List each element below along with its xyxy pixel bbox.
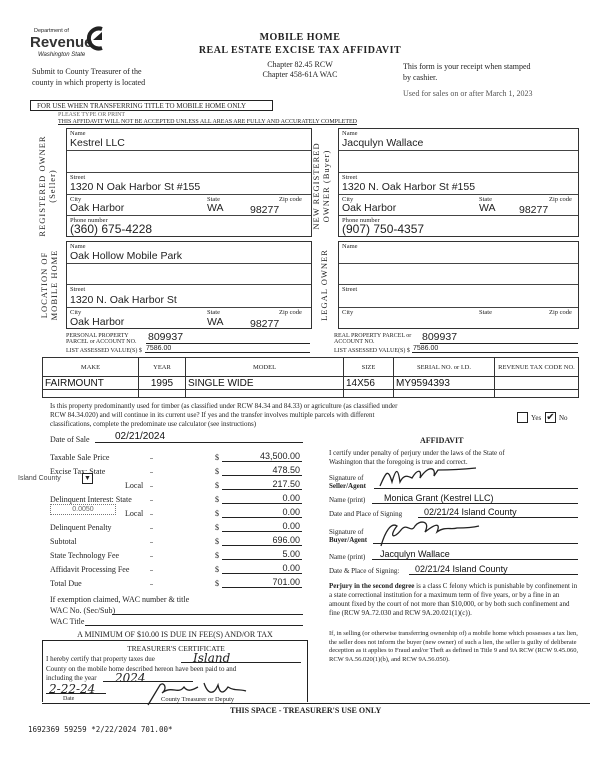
fee-row: State Technology Fee $ 5.00 bbox=[50, 549, 300, 560]
dor-logo: Department of Revenue Washington State bbox=[30, 26, 110, 62]
location-name-line2[interactable] bbox=[67, 264, 311, 285]
seller-section-label: REGISTERED OWNER (Seller) bbox=[37, 135, 57, 237]
fee-row: Local $ 0.00 bbox=[125, 507, 300, 518]
legal-owner-name[interactable]: Name bbox=[339, 242, 578, 264]
fee-amount[interactable]: 696.00 bbox=[222, 535, 302, 546]
fee-label: Delinquent Interest: State bbox=[50, 495, 132, 504]
seller-signature bbox=[376, 464, 486, 490]
fee-row: Delinquent Interest: State $ 0.00 bbox=[50, 493, 300, 504]
seller-name-line2[interactable] bbox=[67, 151, 311, 173]
date-of-sale-field[interactable]: 02/21/2024 bbox=[95, 432, 303, 443]
legal-owner-box bbox=[338, 241, 579, 329]
seller-city[interactable]: Oak Harbor bbox=[70, 202, 125, 214]
transfer-notice-box: FOR USE WHEN TRANSFERRING TITLE TO MOBILE HOME ONLY bbox=[30, 100, 273, 111]
buyer-name-line2[interactable] bbox=[339, 151, 578, 173]
buyer-city[interactable]: Oak Harbor bbox=[342, 202, 397, 214]
fee-label: Subtotal bbox=[50, 537, 77, 546]
fee-amount[interactable]: 478.50 bbox=[222, 465, 302, 476]
fee-amount[interactable]: 0.00 bbox=[222, 507, 302, 518]
personal-assessed-field[interactable]: 7586.00 bbox=[145, 343, 310, 353]
fee-row: Subtotal $ 696.00 bbox=[50, 535, 300, 546]
seller-name[interactable]: Kestrel LLC bbox=[70, 137, 125, 149]
seller-phone[interactable]: (360) 675-4228 bbox=[70, 222, 153, 236]
fee-label: State Technology Fee bbox=[50, 551, 120, 560]
county-dropdown[interactable]: ▼ bbox=[82, 473, 93, 484]
mobile-home-table: MAKE YEAR MODEL SIZE SERIAL NO. or I.D. REVENUE TAX CODE NO. FAIRMOUNT 1995 SINGLE WIDE 14X56 MY9594393 bbox=[42, 357, 579, 398]
fee-label: Total Due bbox=[50, 579, 82, 588]
legal-owner-street[interactable]: Street bbox=[339, 285, 578, 308]
fee-amount[interactable]: 5.00 bbox=[222, 549, 302, 560]
buyer-state[interactable]: WA bbox=[479, 202, 496, 214]
real-parcel-field[interactable]: 809937 bbox=[420, 333, 578, 344]
fee-amount[interactable]: 43,500.00 bbox=[222, 451, 302, 462]
fee-row: Local $ 217.50 bbox=[125, 479, 300, 490]
fee-label: Local bbox=[125, 509, 144, 518]
fee-amount[interactable]: 0.00 bbox=[222, 521, 302, 532]
buyer-box: Name Jacqulyn Wallace Street 1320 N. Oak Harbor St #155 City Oak Harbor State WA 98277 Zip code Phone number (907) 750-4357 bbox=[338, 128, 579, 237]
fee-amount[interactable]: 217.50 bbox=[222, 479, 302, 490]
fee-amount[interactable]: 0.00 bbox=[222, 493, 302, 504]
fee-label: Taxable Sale Price bbox=[50, 453, 110, 462]
timber-no-checkbox[interactable]: ✔ bbox=[546, 412, 555, 423]
legal-owner-name-line2[interactable] bbox=[339, 264, 578, 285]
location-name[interactable]: Oak Hollow Mobile Park bbox=[70, 250, 183, 262]
table-row bbox=[43, 390, 579, 398]
location-section-label: LOCATION OF MOBILE HOME bbox=[39, 249, 59, 321]
fee-amount[interactable]: 0.00 bbox=[222, 563, 302, 574]
fee-row: Excise Tax: State $ 478.50 bbox=[50, 465, 300, 476]
buyer-zip[interactable]: 98277 bbox=[519, 204, 549, 216]
fee-label: Excise Tax: State bbox=[50, 467, 106, 476]
timber-yes-checkbox[interactable] bbox=[517, 412, 528, 423]
location-zip[interactable]: 98277 bbox=[250, 318, 280, 330]
personal-parcel-field[interactable]: 809937 bbox=[146, 333, 310, 344]
fee-row: Total Due $ 701.00 bbox=[50, 577, 300, 588]
fee-amount[interactable]: 701.00 bbox=[222, 577, 302, 588]
buyer-section-label: NEW REGISTERED OWNER (Buyer) bbox=[311, 142, 331, 230]
wac-number-field[interactable] bbox=[112, 606, 303, 615]
treasurer-use-divider bbox=[42, 703, 590, 704]
treasurer-certificate: TREASURER'S CERTIFICATE I hereby certify that property taxes due Island County on the mobile home described hereon have been paid to and including the year 2024 2-22-24 Date County Treasurer or Deputy bbox=[42, 640, 308, 702]
table-row: FAIRMOUNT 1995 SINGLE WIDE 14X56 MY9594393 bbox=[43, 377, 579, 390]
fee-row: Taxable Sale Price $ 43,500.00 bbox=[50, 451, 300, 462]
seller-signature-field[interactable] bbox=[374, 474, 578, 489]
location-city[interactable]: Oak Harbor bbox=[70, 316, 125, 328]
buyer-phone[interactable]: (907) 750-4357 bbox=[342, 222, 425, 236]
seller-name-print-field[interactable]: Monica Grant (Kestrel LLC) bbox=[372, 492, 578, 504]
legal-owner-section-label: LEGAL OWNER bbox=[319, 249, 329, 321]
wac-title-field[interactable] bbox=[85, 617, 303, 626]
location-box: Name Oak Hollow Mobile Park Street 1320 N. Oak Harbor St City Oak Harbor State WA 98277 Zip code bbox=[66, 241, 312, 329]
buyer-name-print-field[interactable]: Jacqulyn Wallace bbox=[372, 548, 578, 560]
location-state[interactable]: WA bbox=[207, 316, 224, 328]
buyer-signature-field[interactable] bbox=[373, 530, 578, 544]
buyer-street[interactable]: 1320 N. Oak Harbor St #155 bbox=[342, 181, 476, 193]
buyer-name[interactable]: Jacqulyn Wallace bbox=[342, 137, 424, 149]
cashier-stamp: 1692369 59259 *2/22/2024 701.00* bbox=[28, 725, 173, 734]
real-assessed-field[interactable]: 7586.00 bbox=[412, 343, 578, 353]
buyer-date-place-field[interactable]: 02/21/24 Island County bbox=[409, 563, 578, 575]
seller-street[interactable]: 1320 N Oak Harbor St #155 bbox=[70, 181, 201, 193]
fee-label: Local bbox=[125, 481, 144, 490]
fee-label: Delinquent Penalty bbox=[50, 523, 112, 532]
fee-label: Affidavit Processing Fee bbox=[50, 565, 130, 574]
seller-zip[interactable]: 98277 bbox=[250, 204, 280, 216]
fee-row: Affidavit Processing Fee $ 0.00 bbox=[50, 563, 300, 574]
buyer-signature bbox=[371, 518, 481, 548]
seller-state[interactable]: WA bbox=[207, 202, 224, 214]
form-subtitle: REAL ESTATE EXCISE TAX AFFIDAVIT bbox=[198, 45, 402, 56]
legal-owner-city[interactable]: City State Zip code bbox=[342, 309, 572, 316]
location-street[interactable]: 1320 N. Oak Harbor St bbox=[70, 294, 177, 306]
local-rate-field[interactable]: 0.0050 bbox=[50, 504, 116, 515]
fee-row: Delinquent Penalty $ 0.00 bbox=[50, 521, 300, 532]
seller-box: Name Kestrel LLC Street 1320 N Oak Harbor St #155 City Oak Harbor State WA 98277 Zip code Phone number (360) 675-4228 bbox=[66, 128, 312, 237]
logo-swoosh-icon bbox=[84, 26, 106, 52]
form-title: MOBILE HOME bbox=[259, 32, 341, 43]
seller-date-place-field[interactable]: 02/21/24 Island County bbox=[418, 506, 578, 518]
